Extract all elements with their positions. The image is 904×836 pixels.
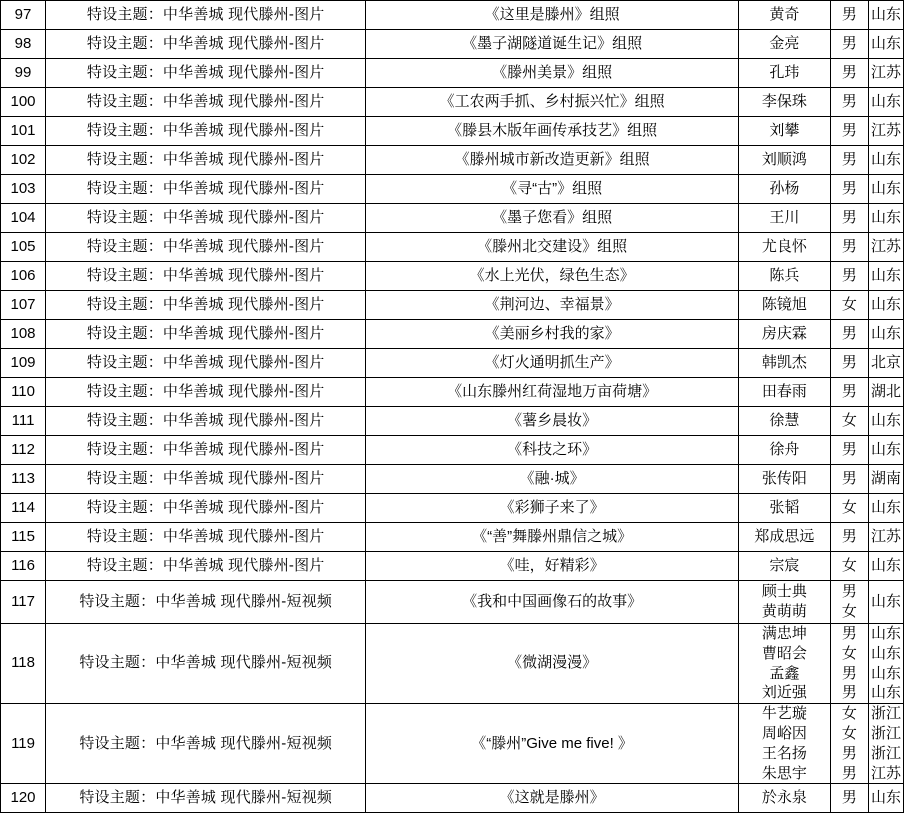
table-row	[1, 88, 904, 117]
row-title: 《墨子您看》组照	[366, 204, 738, 233]
row-theme-text: 特设主题：中华善城 现代滕州-短视频	[79, 789, 333, 807]
row-theme-text: 特设主题：中华善城 现代滕州-图片	[86, 295, 325, 313]
row-gender: 女	[830, 494, 868, 523]
table-row	[1, 1, 904, 30]
row-theme	[46, 784, 366, 813]
row-gender: 男	[830, 378, 868, 407]
table-row	[1, 117, 904, 146]
row-gender: 女	[830, 407, 868, 436]
row-author: 张韬	[738, 494, 830, 523]
row-number: 111	[1, 407, 46, 436]
row-author: 徐慧	[738, 407, 830, 436]
row-author: 徐舟	[738, 436, 830, 465]
row-region: 湖北	[868, 378, 903, 407]
row-author	[738, 624, 830, 704]
table-row	[1, 204, 904, 233]
row-region	[868, 704, 903, 784]
row-number: 118	[1, 624, 46, 704]
row-title: 《这就是滕州》	[366, 784, 738, 813]
row-region: 山东	[868, 552, 903, 581]
row-number: 115	[1, 523, 46, 552]
row-gender-line: 女	[841, 724, 857, 742]
row-region: 山东	[868, 784, 903, 813]
row-theme-text: 特设主题：中华善城 现代滕州-图片	[86, 150, 325, 168]
row-theme-text: 特设主题：中华善城 现代滕州-图片	[86, 121, 325, 139]
row-gender: 男	[830, 233, 868, 262]
row-gender	[830, 581, 868, 624]
row-region-line: 浙江	[870, 724, 901, 742]
row-number: 106	[1, 262, 46, 291]
row-number: 103	[1, 175, 46, 204]
row-theme-text: 特设主题：中华善城 现代滕州-图片	[86, 237, 325, 255]
row-gender	[830, 624, 868, 704]
row-theme	[46, 233, 366, 262]
row-theme	[46, 624, 366, 704]
row-author-line: 朱思宇	[761, 764, 807, 782]
row-theme	[46, 204, 366, 233]
row-region-line: 江苏	[870, 764, 901, 782]
row-theme	[46, 59, 366, 88]
row-number: 97	[1, 1, 46, 30]
row-theme	[46, 291, 366, 320]
table-row	[1, 624, 904, 704]
row-theme-text: 特设主题：中华善城 现代滕州-图片	[86, 469, 325, 487]
row-theme	[46, 262, 366, 291]
row-number: 102	[1, 146, 46, 175]
row-number: 99	[1, 59, 46, 88]
row-gender: 男	[830, 175, 868, 204]
row-gender-line: 男	[841, 583, 857, 601]
row-gender: 男	[830, 465, 868, 494]
row-gender	[830, 704, 868, 784]
row-theme	[46, 88, 366, 117]
row-gender: 男	[830, 349, 868, 378]
row-author-line: 黄萌萌	[761, 603, 807, 620]
row-title: 《荆河边、幸福景》	[366, 291, 738, 320]
row-theme	[46, 30, 366, 59]
row-author: 郑成思远	[738, 523, 830, 552]
row-gender: 女	[830, 552, 868, 581]
table-row	[1, 784, 904, 813]
row-gender: 男	[830, 436, 868, 465]
row-gender-line: 女	[841, 644, 857, 662]
row-theme-text: 特设主题：中华善城 现代滕州-图片	[86, 411, 325, 429]
row-title: 《这里是滕州》组照	[366, 1, 738, 30]
row-title: 《我和中国画像石的故事》	[366, 581, 738, 624]
row-title: 《山东滕州红荷湿地万亩荷塘》	[366, 378, 738, 407]
row-title: 《滕州北交建设》组照	[366, 233, 738, 262]
row-theme	[46, 320, 366, 349]
row-title: 《科技之环》	[366, 436, 738, 465]
row-region: 山东	[868, 1, 903, 30]
row-theme-text: 特设主题：中华善城 现代滕州-图片	[86, 353, 325, 371]
row-author: 陈镜旭	[738, 291, 830, 320]
row-author: 陈兵	[738, 262, 830, 291]
row-gender: 男	[830, 523, 868, 552]
row-title: 《灯火通明抓生产》	[366, 349, 738, 378]
row-region-line: 浙江	[870, 744, 901, 762]
row-theme-text: 特设主题：中华善城 现代滕州-图片	[86, 266, 325, 284]
row-gender-line: 男	[841, 625, 857, 642]
row-gender-line: 男	[841, 764, 857, 782]
row-author: 房庆霖	[738, 320, 830, 349]
row-number: 107	[1, 291, 46, 320]
row-author: 王川	[738, 204, 830, 233]
table-row	[1, 291, 904, 320]
row-number: 117	[1, 581, 46, 624]
row-author: 张传阳	[738, 465, 830, 494]
row-theme	[46, 552, 366, 581]
row-region: 山东	[868, 146, 903, 175]
row-region: 山东	[868, 436, 903, 465]
row-author-line: 顾士典	[761, 583, 807, 601]
row-title: 《“善”舞滕州鼎信之城》	[366, 523, 738, 552]
table-row	[1, 523, 904, 552]
row-region-line: 山东	[870, 684, 901, 702]
row-gender: 女	[830, 291, 868, 320]
row-theme	[46, 704, 366, 784]
row-author-line: 王名扬	[761, 744, 807, 762]
table-row	[1, 378, 904, 407]
row-gender-line: 男	[841, 744, 857, 762]
row-author: 孔玮	[738, 59, 830, 88]
table-row	[1, 552, 904, 581]
row-number: 108	[1, 320, 46, 349]
row-theme-text: 特设主题：中华善城 现代滕州-图片	[86, 63, 325, 81]
row-theme	[46, 436, 366, 465]
row-theme-text: 特设主题：中华善城 现代滕州-图片	[86, 556, 325, 574]
row-title: 《融·城》	[366, 465, 738, 494]
row-gender: 男	[830, 1, 868, 30]
row-gender: 男	[830, 30, 868, 59]
row-region: 北京	[868, 349, 903, 378]
row-title: 《美丽乡村我的家》	[366, 320, 738, 349]
table-row	[1, 30, 904, 59]
row-theme	[46, 581, 366, 624]
row-theme	[46, 349, 366, 378]
row-author-line: 曹昭会	[761, 644, 807, 662]
row-number: 119	[1, 704, 46, 784]
row-title: 《哇，好精彩》	[366, 552, 738, 581]
row-theme	[46, 175, 366, 204]
row-author: 刘顺鸿	[738, 146, 830, 175]
row-title: 《“滕州”Give me five! 》	[366, 704, 738, 784]
row-number: 112	[1, 436, 46, 465]
table-row	[1, 320, 904, 349]
row-author	[738, 581, 830, 624]
row-region: 山东	[868, 204, 903, 233]
row-theme-text: 特设主题：中华善城 现代滕州-图片	[86, 179, 325, 197]
row-gender: 男	[830, 320, 868, 349]
row-theme-text: 特设主题：中华善城 现代滕州-图片	[86, 34, 325, 52]
row-gender: 男	[830, 204, 868, 233]
row-region: 山东	[868, 30, 903, 59]
row-number: 105	[1, 233, 46, 262]
row-gender-line: 女	[841, 603, 857, 620]
row-number: 100	[1, 88, 46, 117]
row-author	[738, 704, 830, 784]
row-title: 《微湖漫漫》	[366, 624, 738, 704]
row-gender: 男	[830, 59, 868, 88]
row-author: 宗宸	[738, 552, 830, 581]
row-number: 109	[1, 349, 46, 378]
row-number: 113	[1, 465, 46, 494]
row-number: 104	[1, 204, 46, 233]
row-author: 田春雨	[738, 378, 830, 407]
row-theme	[46, 407, 366, 436]
row-title: 《水上光伏，绿色生态》	[366, 262, 738, 291]
row-author: 韩凯杰	[738, 349, 830, 378]
row-theme-text: 特设主题：中华善城 现代滕州-图片	[86, 208, 325, 226]
row-region-line: 山东	[870, 625, 901, 642]
row-theme-text: 特设主题：中华善城 现代滕州-短视频	[79, 654, 333, 672]
row-author: 刘攀	[738, 117, 830, 146]
row-author: 金亮	[738, 30, 830, 59]
row-gender-line: 男	[841, 684, 857, 702]
table-row	[1, 704, 904, 784]
row-theme	[46, 117, 366, 146]
row-region-line: 山东	[870, 644, 901, 662]
row-region-line: 山东	[870, 664, 901, 682]
row-theme-text: 特设主题：中华善城 现代滕州-图片	[86, 527, 325, 545]
row-title: 《滕州美景》组照	[366, 59, 738, 88]
table-row	[1, 581, 904, 624]
row-gender: 男	[830, 117, 868, 146]
row-author: 尤良怀	[738, 233, 830, 262]
row-title: 《工农两手抓、乡村振兴忙》组照	[366, 88, 738, 117]
row-theme	[46, 465, 366, 494]
row-title: 《薯乡晨妆》	[366, 407, 738, 436]
row-region: 湖南	[868, 465, 903, 494]
row-region: 江苏	[868, 523, 903, 552]
row-region: 山东	[868, 88, 903, 117]
row-region: 山东	[868, 291, 903, 320]
row-gender: 男	[830, 262, 868, 291]
row-theme-text: 特设主题：中华善城 现代滕州-图片	[86, 324, 325, 342]
row-theme	[46, 378, 366, 407]
row-gender: 男	[830, 146, 868, 175]
row-region: 江苏	[868, 233, 903, 262]
row-theme	[46, 523, 366, 552]
row-title: 《彩狮子来了》	[366, 494, 738, 523]
row-author-line: 周峪因	[761, 724, 807, 742]
row-gender-line: 男	[841, 664, 857, 682]
table-row	[1, 465, 904, 494]
row-gender-line: 女	[841, 705, 857, 723]
table-row	[1, 175, 904, 204]
row-author-line: 满忠坤	[761, 625, 807, 642]
row-theme-text: 特设主题：中华善城 现代滕州-短视频	[79, 592, 333, 610]
table-row	[1, 436, 904, 465]
table-row	[1, 146, 904, 175]
row-region: 山东	[868, 320, 903, 349]
row-gender: 男	[830, 784, 868, 813]
row-theme-text: 特设主题：中华善城 现代滕州-短视频	[79, 734, 333, 752]
table-row	[1, 59, 904, 88]
row-number: 110	[1, 378, 46, 407]
row-theme-text: 特设主题：中华善城 现代滕州-图片	[86, 440, 325, 458]
table-row	[1, 233, 904, 262]
row-author: 黄奇	[738, 1, 830, 30]
row-region-line: 浙江	[870, 705, 901, 723]
row-region: 山东	[868, 494, 903, 523]
row-theme-text: 特设主题：中华善城 现代滕州-图片	[86, 5, 325, 23]
row-title: 《滕县木版年画传承技艺》组照	[366, 117, 738, 146]
row-theme-text: 特设主题：中华善城 现代滕州-图片	[86, 498, 325, 516]
row-region: 山东	[868, 175, 903, 204]
row-author-line: 孟鑫	[769, 664, 800, 682]
row-theme	[46, 494, 366, 523]
row-author-line: 牛艺璇	[761, 705, 807, 723]
row-theme	[46, 1, 366, 30]
row-region: 山东	[868, 407, 903, 436]
row-title: 《墨子湖隧道诞生记》组照	[366, 30, 738, 59]
row-gender: 男	[830, 88, 868, 117]
row-region: 山东	[868, 581, 903, 624]
row-number: 120	[1, 784, 46, 813]
row-number: 114	[1, 494, 46, 523]
row-author-line: 刘近强	[761, 684, 807, 702]
row-author: 孙杨	[738, 175, 830, 204]
row-region: 江苏	[868, 117, 903, 146]
row-author: 李保珠	[738, 88, 830, 117]
table-row	[1, 494, 904, 523]
row-theme-text: 特设主题：中华善城 现代滕州-图片	[86, 382, 325, 400]
row-title: 《滕州城市新改造更新》组照	[366, 146, 738, 175]
row-region: 山东	[868, 262, 903, 291]
row-number: 116	[1, 552, 46, 581]
row-region: 江苏	[868, 59, 903, 88]
table-row	[1, 407, 904, 436]
row-theme	[46, 146, 366, 175]
row-number: 98	[1, 30, 46, 59]
row-title: 《寻“古”》组照	[366, 175, 738, 204]
row-number: 101	[1, 117, 46, 146]
row-theme-text: 特设主题：中华善城 现代滕州-图片	[86, 92, 325, 110]
row-author: 於永泉	[738, 784, 830, 813]
table-row	[1, 349, 904, 378]
row-region	[868, 624, 903, 704]
table-row	[1, 262, 904, 291]
